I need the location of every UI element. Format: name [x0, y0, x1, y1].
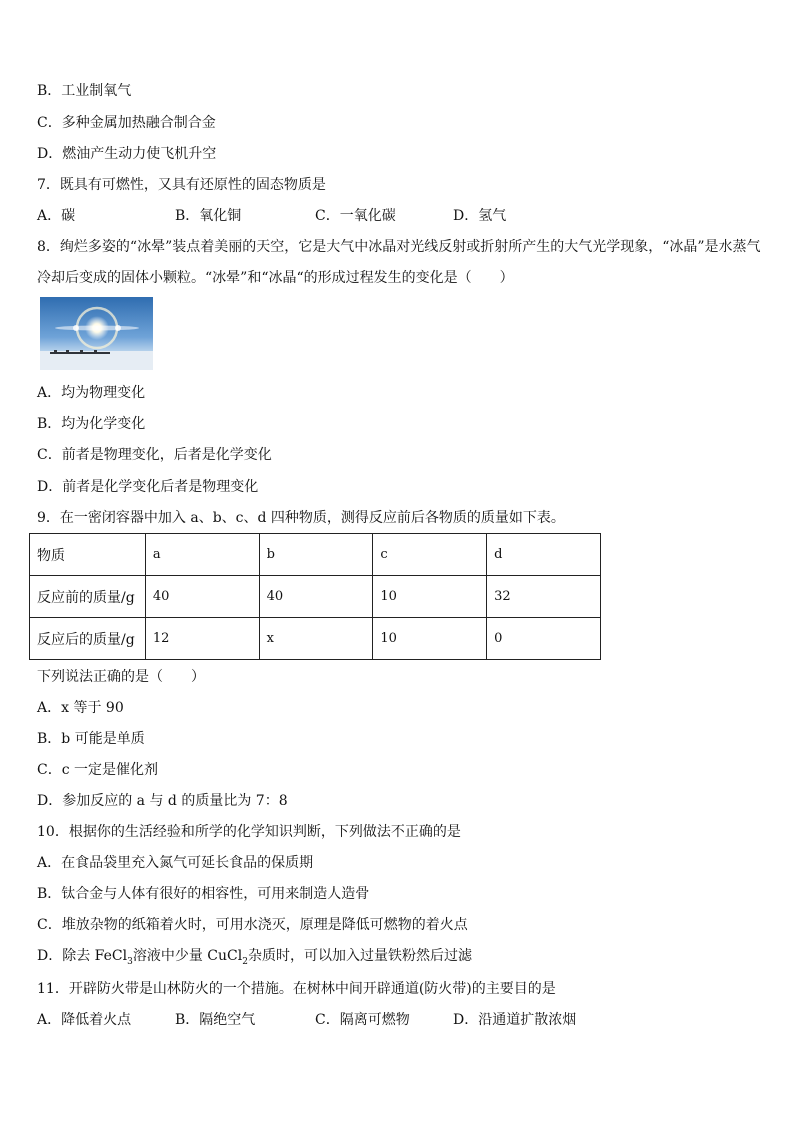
q10-stem: 10．根据你的生活经验和所学的化学知识判断，下列做法不正确的是: [37, 824, 461, 840]
q8-option-b: B．均为化学变化: [37, 416, 146, 432]
table-cell: d: [487, 534, 601, 576]
q11-stem: 11．开辟防火带是山林防火的一个措施。在树林中间开辟通道(防火带)的主要目的是: [37, 981, 556, 997]
q9-follow: 下列说法正确的是（ ）: [37, 669, 205, 685]
q9-option-a: A．x 等于 90: [37, 700, 124, 716]
q9-stem: 9．在一密闭容器中加入 a、b、c、d 四种物质，测得反应前后各物质的质量如下表。: [37, 510, 565, 526]
q7-option-d: D．氢气: [453, 208, 507, 224]
q10-option-b: B．钛合金与人体有很好的相容性，可用来制造人造骨: [37, 886, 370, 902]
table-cell: 0: [487, 618, 601, 660]
table-row: [30, 576, 601, 618]
table-cell: c: [373, 534, 487, 576]
q10-d-text-1: D．除去 FeCl: [37, 948, 128, 964]
q7-option-a: A．碳: [37, 208, 76, 224]
q8-stem: 8．绚烂多姿的“冰晕”装点着美丽的天空，它是大气中冰晶对光线反射或折射所产生的大气光学现象，“冰晶”是水蒸气冷却后变成的固体小颗粒。“冰晕”和“冰晶“的形成过程发生的变化是（ ）: [37, 239, 761, 286]
q8-option-c: C．前者是物理变化，后者是化学变化: [37, 447, 272, 463]
table-cell: 32: [487, 576, 601, 618]
q9-option-c: C．c 一定是催化剂: [37, 762, 159, 778]
table-header-row: [30, 534, 601, 576]
q10-option-d: [37, 946, 472, 972]
q10-d-subscript-1: 3: [127, 956, 133, 967]
mass-table: [29, 533, 601, 660]
q10-d-text-3: 杂质时，可以加入过量铁粉然后过滤: [247, 948, 472, 964]
table-cell: a: [145, 534, 259, 576]
q11-option-b: B．隔绝空气: [175, 1012, 256, 1028]
q11-option-c: C．隔离可燃物: [315, 1012, 410, 1028]
table-cell: 反应后的质量/g: [30, 618, 146, 660]
q9-option-d: D．参加反应的 a 与 d 的质量比为 7：8: [37, 793, 288, 809]
table-cell: 物质: [30, 534, 146, 576]
q7-options: [37, 206, 506, 226]
table-cell: 40: [259, 576, 373, 618]
q6-option-b: B．工业制氧气: [37, 83, 132, 99]
q11-options: [37, 1010, 576, 1030]
q11-option-a: A．降低着火点: [37, 1012, 132, 1028]
q10-d-text-2: 溶液中少量 CuCl: [132, 948, 243, 964]
q10-option-a: A．在食品袋里充入氮气可延长食品的保质期: [37, 855, 314, 871]
q7-option-b: B．氧化铜: [175, 208, 242, 224]
table-cell: 反应前的质量/g: [30, 576, 146, 618]
q11-option-d: D．沿通道扩散浓烟: [453, 1012, 577, 1028]
q6-option-d: D．燃油产生动力使飞机升空: [37, 146, 217, 162]
table-row: [30, 618, 601, 660]
table-cell: b: [259, 534, 373, 576]
q7-stem: 7．既具有可燃性，又具有还原性的固态物质是: [37, 177, 326, 193]
q9-option-b: B．b 可能是单质: [37, 731, 145, 747]
q7-option-c: C．一氧化碳: [315, 208, 396, 224]
q8-option-d: D．前者是化学变化后者是物理变化: [37, 479, 259, 495]
table-cell: 40: [145, 576, 259, 618]
table-cell: x: [259, 618, 373, 660]
q10-d-subscript-2: 2: [242, 956, 248, 967]
ice-halo-photo: [40, 297, 153, 370]
table-cell: 10: [373, 618, 487, 660]
q10-option-c: C．堆放杂物的纸箱着火时，可用水浇灭，原理是降低可燃物的着火点: [37, 917, 468, 933]
table-cell: 12: [145, 618, 259, 660]
q6-option-c: C．多种金属加热融合制合金: [37, 115, 216, 131]
table-cell: 10: [373, 576, 487, 618]
ice-halo-image: [40, 297, 153, 370]
q8-option-a: A．均为物理变化: [37, 385, 146, 401]
